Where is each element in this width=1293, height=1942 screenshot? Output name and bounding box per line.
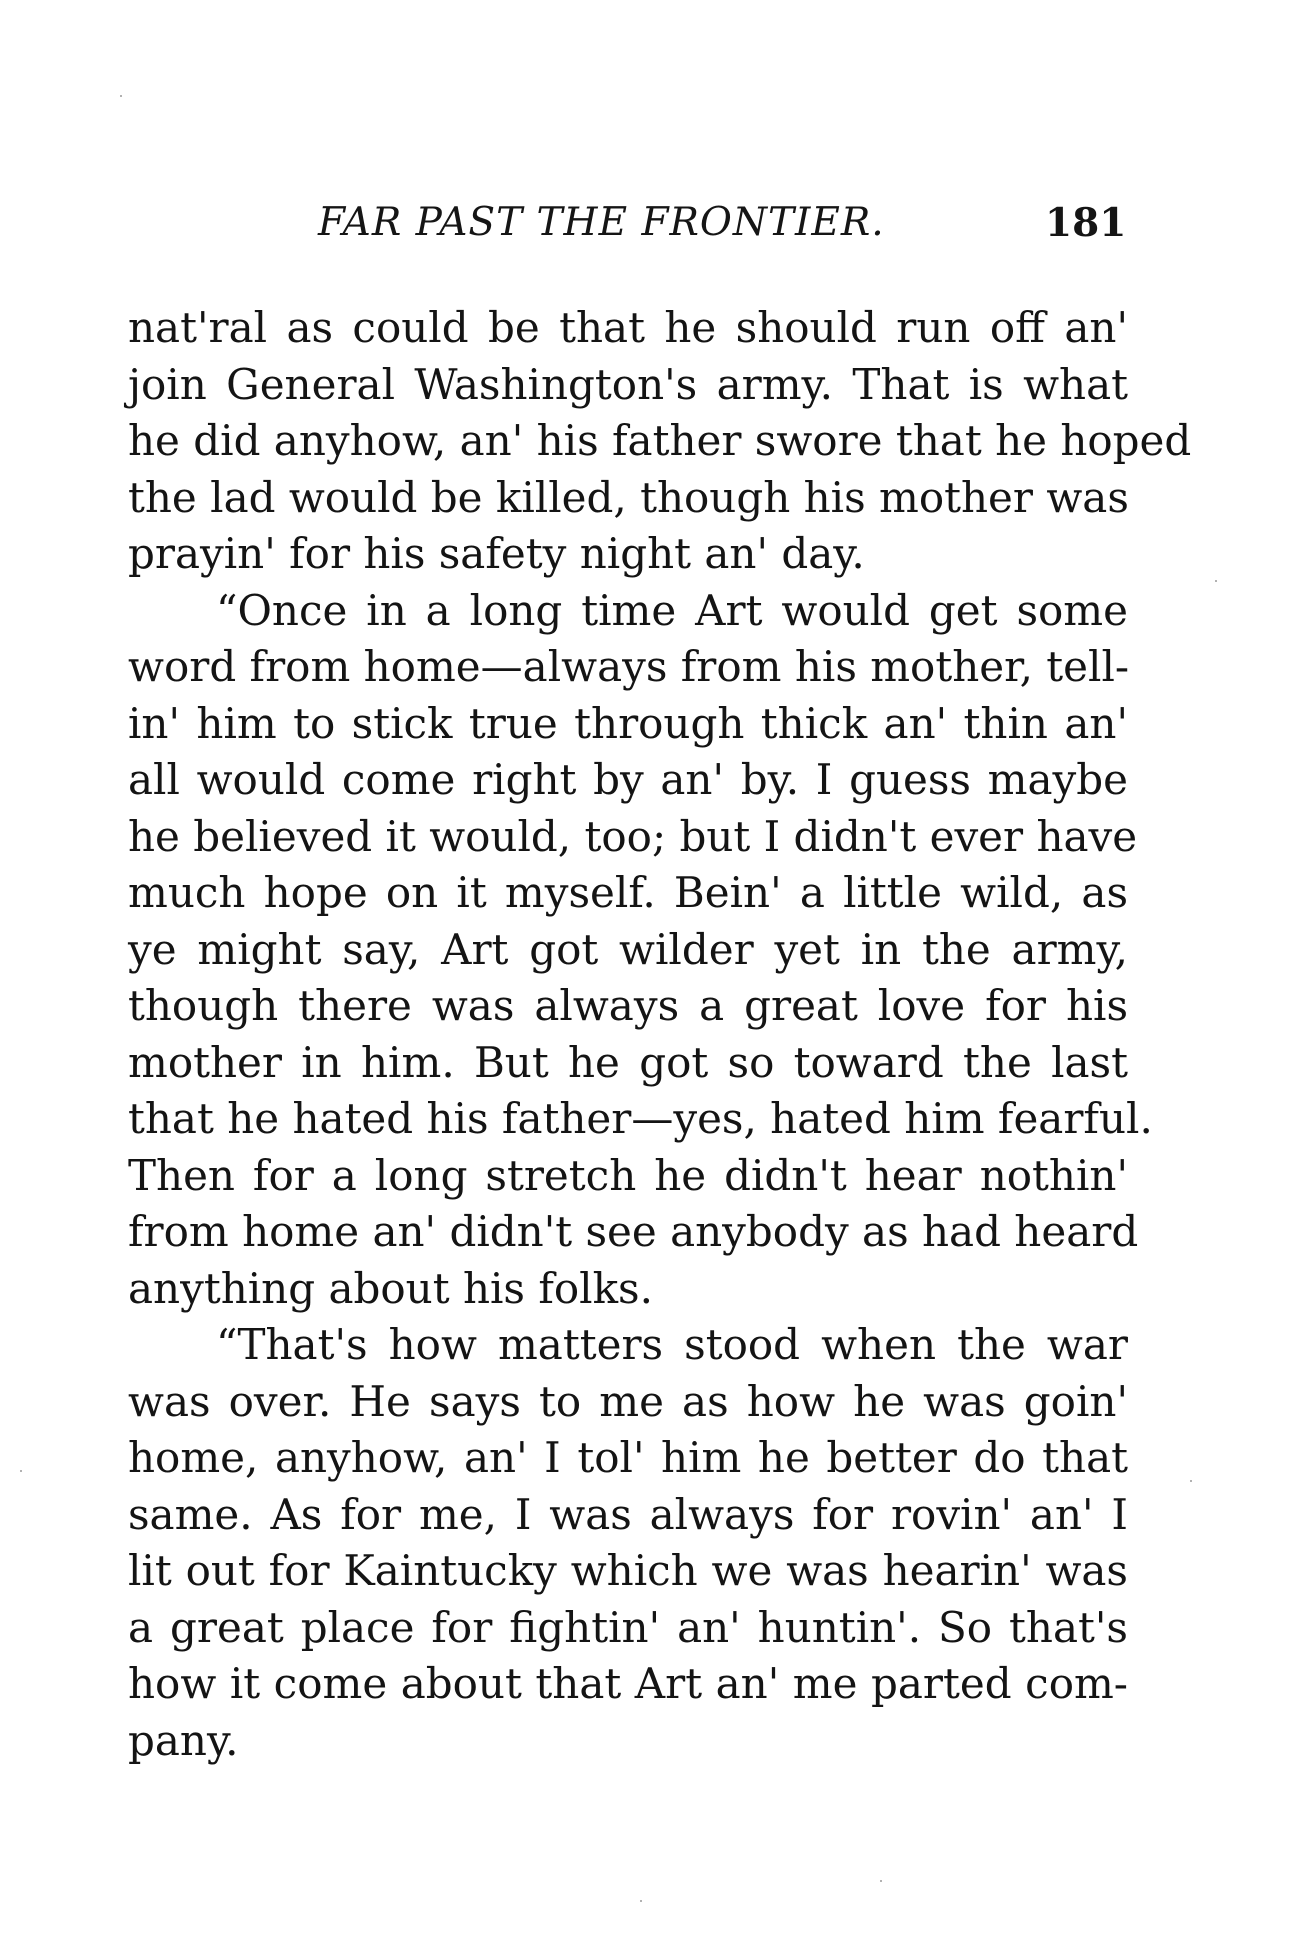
text-line: a great place for fightin' an' huntin'. So that's: [128, 1602, 1128, 1652]
scan-speck: [1190, 1480, 1192, 1482]
text-line: same. As for me, I was always for rovin' an' I: [128, 1489, 1128, 1539]
body-text: [128, 300, 1192, 1769]
text-line: that he hated his father—yes, hated him fearful.: [128, 1094, 1153, 1143]
text-line: join General Washington's army. That is what: [128, 359, 1128, 409]
text-line: “That's how matters stood when the war: [216, 1320, 1128, 1369]
text-line: from home an' didn't see anybody as had heard: [128, 1207, 1139, 1256]
text-line: home, anyhow, an' I tol' him he better do that: [128, 1433, 1128, 1482]
scan-speck: [640, 1900, 642, 1902]
text-line: ye might say, Art got wilder yet in the army,: [128, 924, 1128, 974]
text-line: lit out for Kaintucky which we was hearin' was: [128, 1546, 1128, 1595]
page-number: 181: [1045, 200, 1127, 246]
scan-speck: [880, 1880, 882, 1882]
text-line: prayin' for his safety night an' day.: [128, 529, 865, 578]
text-line: anything about his folks.: [128, 1263, 653, 1313]
text-line: all would come right by an' by. I guess maybe: [128, 755, 1128, 804]
text-line: mother in him. But he got so toward the last: [128, 1037, 1128, 1087]
text-line: was over. He says to me as how he was goin': [128, 1376, 1128, 1426]
scan-speck: [20, 1470, 22, 1472]
text-line: “Once in a long time Art would get some: [216, 585, 1128, 635]
text-line: the lad would be killed, though his mother was: [128, 472, 1129, 522]
paragraph: [128, 583, 1153, 1318]
text-line: though there was always a great love for his: [128, 981, 1128, 1030]
text-line: he did anyhow, an' his father swore that he hoped: [128, 416, 1192, 465]
text-line: in' him to stick true through thick an' thin an': [128, 698, 1128, 748]
paragraph: [128, 1317, 1128, 1769]
text-line: pany.: [128, 1715, 239, 1765]
scan-speck: [1215, 580, 1217, 582]
page-header: [0, 200, 1293, 260]
running-title: FAR PAST THE FRONTIER.: [318, 200, 885, 245]
text-line: he believed it would, too; but I didn't ever have: [128, 811, 1138, 861]
text-line: how it come about that Art an' me parted com-: [128, 1659, 1128, 1708]
text-line: nat'ral as could be that he should run off an': [128, 303, 1128, 352]
paragraph: [128, 300, 1192, 583]
text-line: much hope on it myself. Bein' a little wild, as: [128, 868, 1128, 917]
text-line: Then for a long stretch he didn't hear nothin': [128, 1150, 1128, 1200]
scan-speck: [120, 95, 122, 97]
text-line: word from home—always from his mother, tell-: [128, 642, 1130, 691]
